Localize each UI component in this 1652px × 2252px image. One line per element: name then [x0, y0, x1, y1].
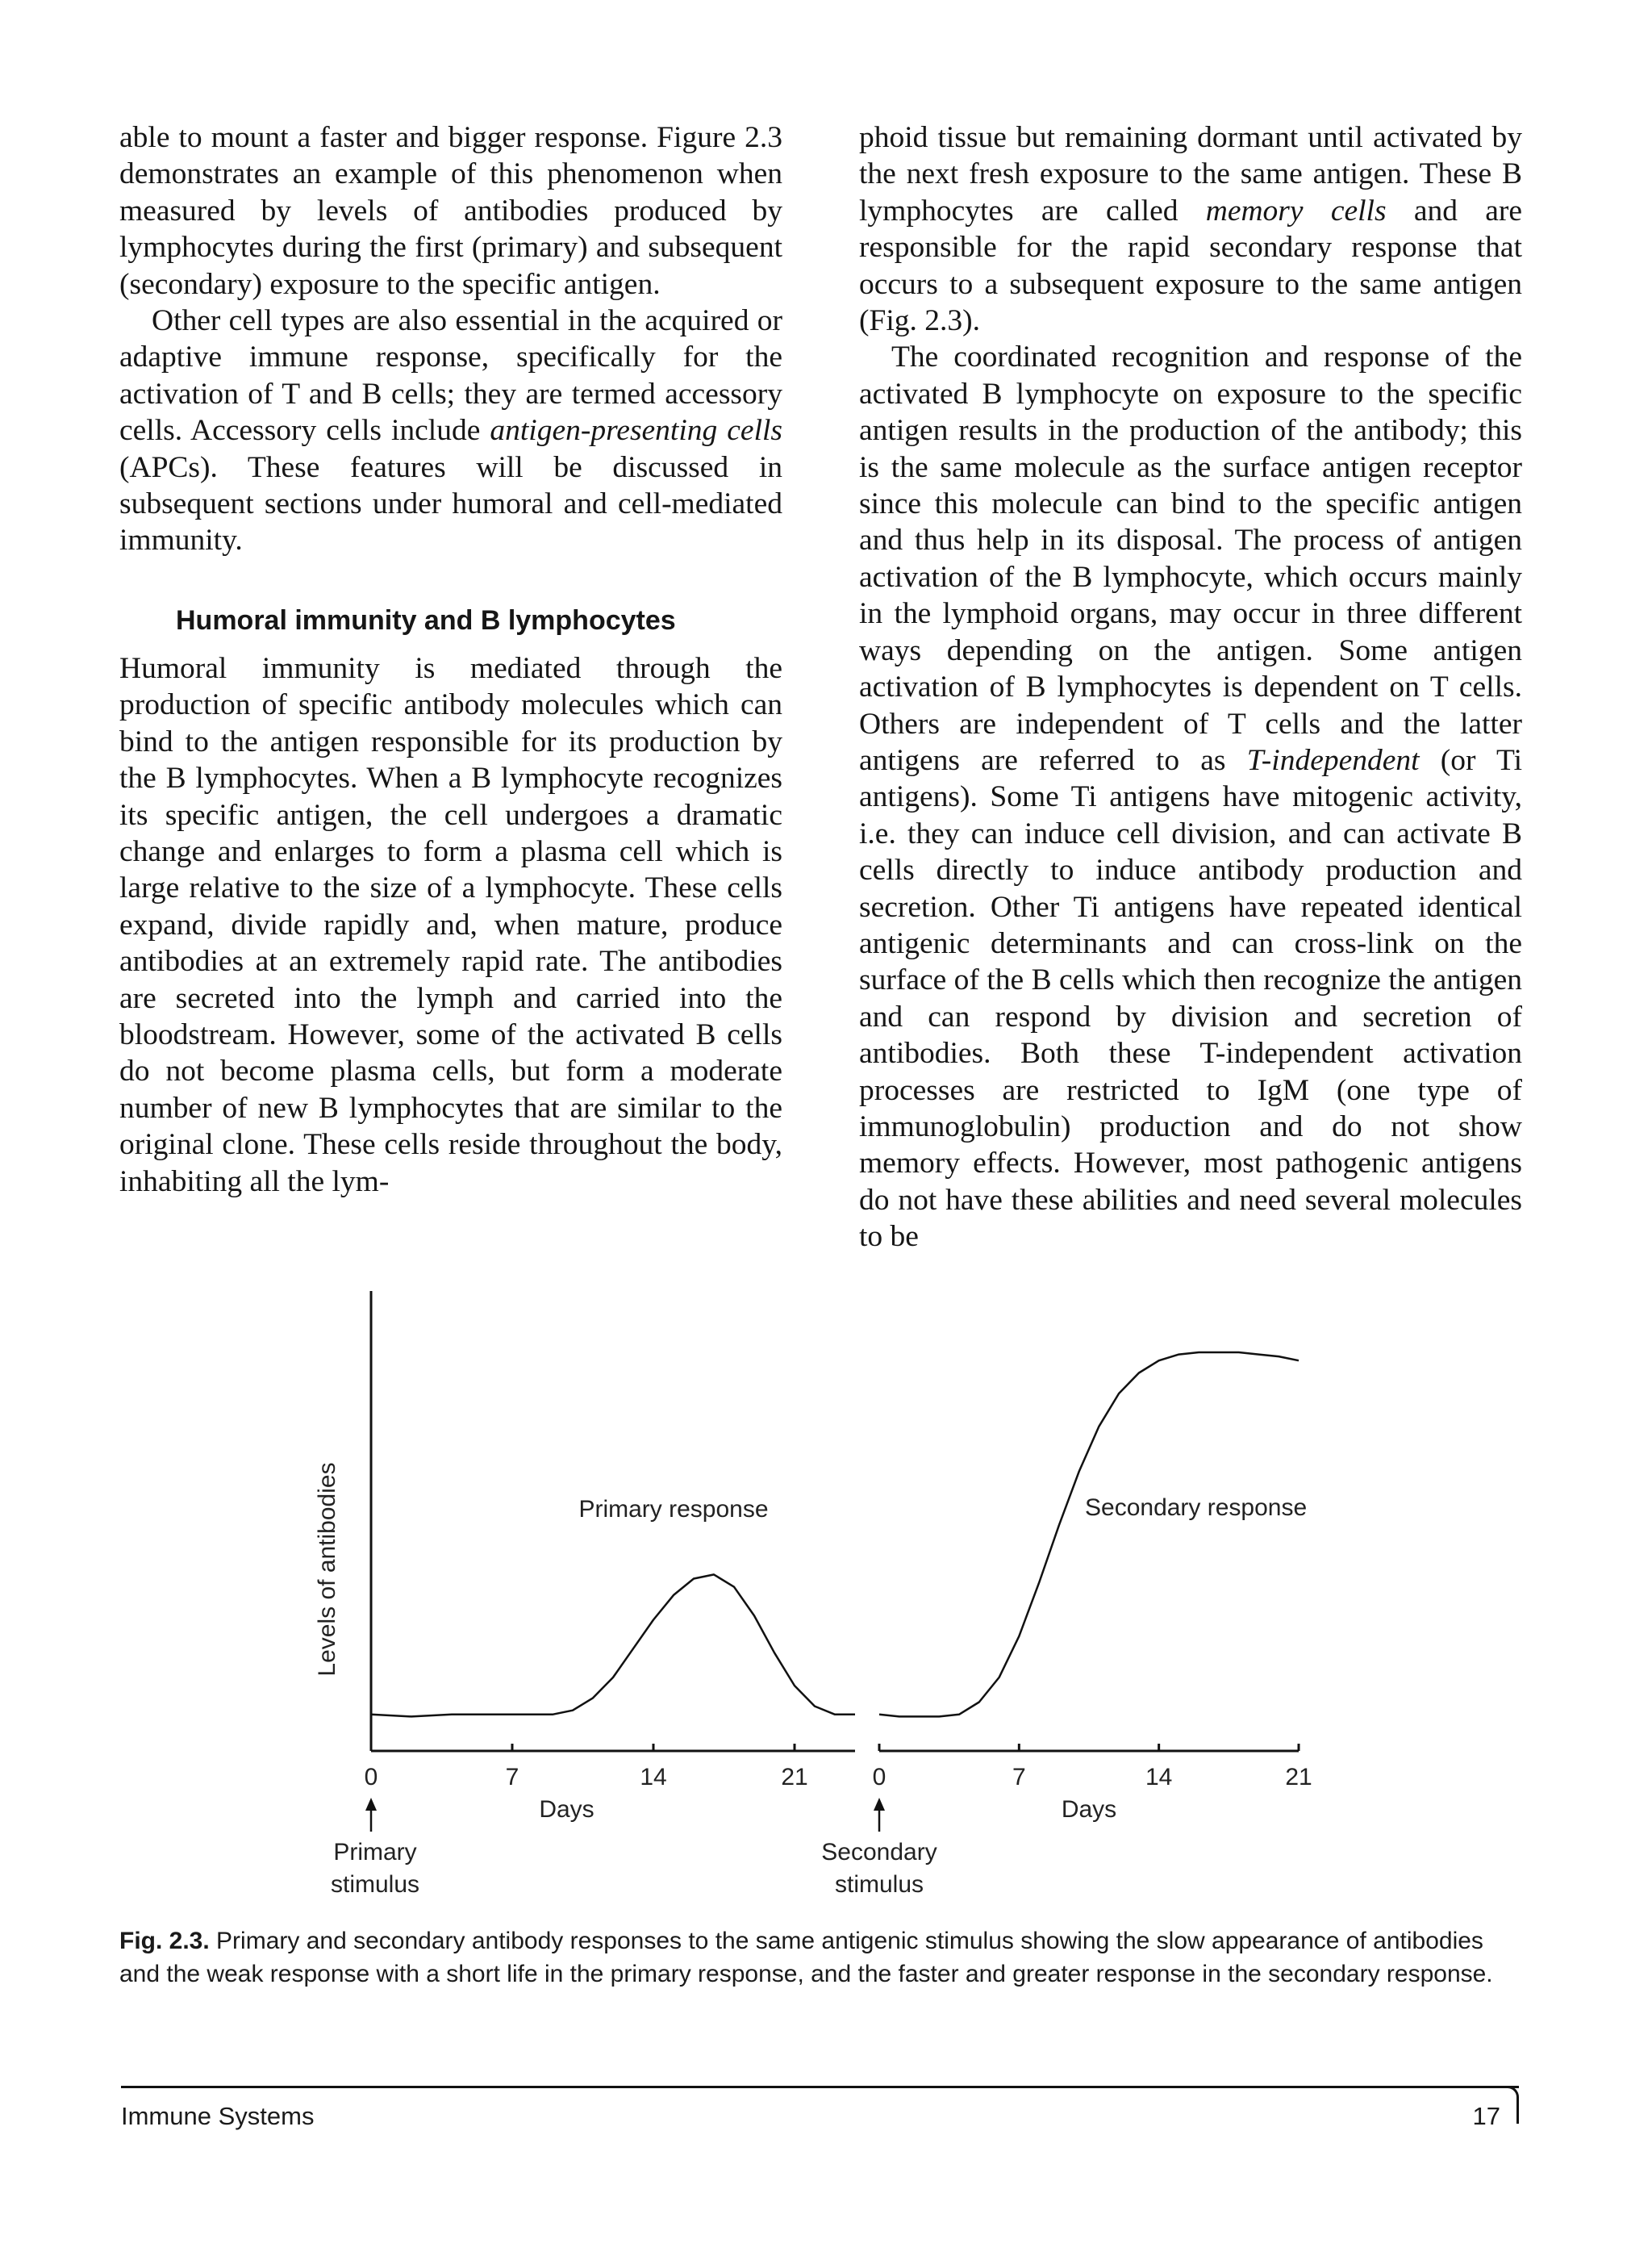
- x-tick-label: 0: [364, 1764, 378, 1790]
- stimulus-label: stimulus: [330, 1871, 420, 1898]
- stimulus-arrow-icon: [365, 1798, 377, 1811]
- x-tick-label: 21: [781, 1764, 808, 1790]
- x-tick-label: 0: [872, 1764, 886, 1790]
- x-axis-label: Days: [1061, 1796, 1117, 1823]
- stimulus-arrow-icon: [874, 1798, 885, 1811]
- footer-corner: [1505, 2086, 1519, 2124]
- footer-rule: [121, 2086, 1519, 2088]
- x-tick-label: 14: [1145, 1764, 1173, 1790]
- series-label: Primary response: [578, 1496, 769, 1523]
- emphasis: antigen-presenting cells: [490, 414, 782, 448]
- x-axis-label: Days: [539, 1796, 594, 1823]
- x-tick-label: 14: [640, 1764, 667, 1790]
- paragraph: Humoral immunity is mediated through the production of specific antibody molecules which can bind to the antigen responsible for its production by the B lymphocytes. When a B lymphocyte recognizes its specific antigen, the cell undergoes a dramatic change and enlarges to form a plasma cell which is large relative to the size of a lymphocyte. These cells expand, divide rapidly and, when mature, produce antibodies at an extremely rapid rate. The antibodies are secreted into the lymph and carried into the bloodstream. However, some of the activated B cells do not become plasma cells, but form a moderate number of new B lymphocytes that are similar to the original clone. These cells reside throughout the body, inhabiting all the lym-: [119, 651, 782, 1198]
- x-tick-label: 7: [505, 1764, 519, 1790]
- figure-caption: [119, 1924, 1523, 1991]
- stimulus-label: Primary: [333, 1839, 417, 1866]
- text-run: phoid tissue but remaining dormant until activated by the next fresh exposure to the same antigen. These B lymphocytes are called: [859, 121, 1522, 228]
- figure-antibody-responses: [290, 1267, 1355, 1912]
- page-number: 17: [1472, 2102, 1500, 2130]
- stimulus-label: Secondary: [821, 1839, 937, 1866]
- x-tick-label: 21: [1285, 1764, 1312, 1790]
- emphasis: memory cells: [1205, 194, 1387, 228]
- paragraph: [119, 303, 782, 559]
- section-heading: Humoral immunity and B lymphocytes: [176, 604, 676, 636]
- emphasis: T-independent: [1246, 743, 1420, 777]
- right-column: [859, 119, 1522, 1256]
- series-line: [879, 1352, 1299, 1716]
- caption-text: Primary and secondary antibody responses to the same antigenic stimulus showing the slow appearance of antibodies and the weak response with a short life in the primary response, and the faster and greater response in the secondary response.: [119, 1928, 1493, 1987]
- chart: [290, 1267, 1355, 1912]
- caption-label: Fig. 2.3.: [119, 1928, 210, 1954]
- series-line: [371, 1574, 855, 1716]
- y-axis-label: Levels of antibodies: [314, 1462, 340, 1677]
- text-run: and are responsible for the rapid secondary response that occurs to a subsequent exposure to the same antigen (Fig. 2.3).: [859, 194, 1523, 338]
- text-run: (APCs). These features will be discussed in subsequent sections under humoral and cell-mediated immunity.: [119, 450, 782, 558]
- running-footer-title: Immune Systems: [121, 2102, 315, 2130]
- text-run: The coordinated recognition and response of the activated B lymphocyte on exposure to the specific antigen results in the production of the antibody; this is the same molecule as the surface antigen receptor since this molecule can bind to the specific antigen and thus help in its disposal. The process of antigen activation of the B lymphocyte, which occurs mainly in the lymphoid organs, may occur in three different ways depending on the antigen. Some antigen activation of B lymphocytes is dependent on T cells. Others are independent of T cells and the latter antigens are referred to as: [859, 341, 1522, 777]
- text-run: (or Ti antigens). Some Ti antigens have mitogenic activity, i.e. they can induce cell division, and can activate B cells directly to induce antibody production and secretion. Other Ti antigens have repeated identical antigenic determinants and can cross-link on the surface of the B cells which then recognize the antigen and can respond by division and secretion of antibodies. Both these T-independent activation processes are restricted to IgM (one type of immunoglobulin) production and do not show memory effects. However, most pathogenic antigens do not have these abilities and need several molecules to be: [859, 743, 1522, 1254]
- series-label: Secondary response: [1085, 1494, 1308, 1521]
- text-run: Other cell types are also essential in the acquired or adaptive immune response, specifically for the activation of T and B cells; they are termed accessory cells. Accessory cells include: [119, 304, 782, 448]
- paragraph: [859, 119, 1522, 339]
- paragraph: able to mount a faster and bigger response. Figure 2.3 demonstrates an example of this phenomenon when measured by levels of antibodies produced by lymphocytes during the first (primary) and subsequent (secondary) exposure to the specific antigen.: [119, 121, 782, 301]
- stimulus-label: stimulus: [834, 1871, 924, 1898]
- x-tick-label: 7: [1012, 1764, 1026, 1790]
- paragraph: [859, 339, 1522, 1255]
- left-column: [119, 119, 782, 1200]
